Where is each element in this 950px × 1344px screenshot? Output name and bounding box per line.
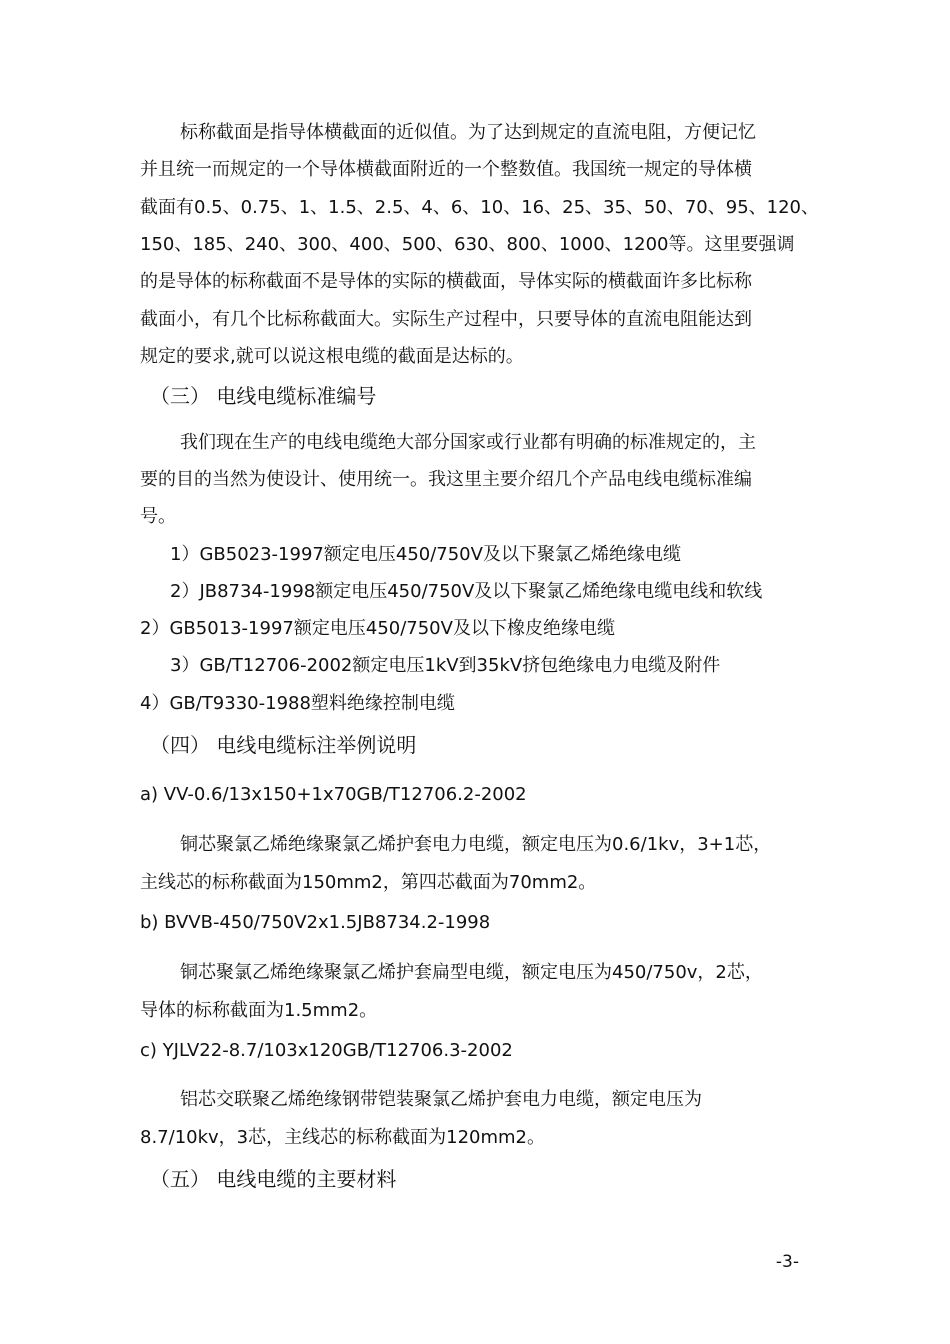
p1-line-1: 标称截面是指导体横截面的近似值。为了达到规定的直流电阻，方便记忆 — [180, 122, 756, 143]
example-c-code: c) YJLV22-8.7/103x120GB/T12706.3-2002 — [140, 1040, 513, 1061]
standard-item: 1）GB5023-1997额定电压450/750V及以下聚氯乙烯绝缘电缆 — [170, 544, 681, 565]
p1-line-4: 150、185、240、300、400、500、630、800、1000、1200等。这里要强调 — [140, 234, 795, 255]
p1-line-2: 并且统一而规定的一个导体横截面附近的一个整数值。我国统一规定的导体横 — [140, 159, 752, 180]
example-b-desc-1: 铜芯聚氯乙烯绝缘聚氯乙烯护套扁型电缆，额定电压为450/750v，2芯， — [180, 962, 763, 983]
example-c-desc-1: 铝芯交联聚乙烯绝缘钢带铠装聚氯乙烯护套电力电缆，额定电压为 — [180, 1089, 702, 1110]
example-b-desc-2: 导体的标称截面为1.5mm2。 — [140, 1000, 378, 1021]
example-a-desc-1: 铜芯聚氯乙烯绝缘聚氯乙烯护套电力电缆，额定电压为0.6/1kv，3+1芯， — [180, 834, 772, 855]
p1-line-5: 的是导体的标称截面不是导体的实际的横截面，导体实际的横截面许多比标称 — [140, 271, 752, 292]
standard-item: 3）GB/T12706-2002额定电压1kV到35kV挤包绝缘电力电缆及附件 — [170, 655, 721, 676]
p2-line-2: 要的目的当然为使设计、使用统一。我这里主要介绍几个产品电线电缆标准编 — [140, 469, 752, 490]
p2-line-1: 我们现在生产的电线电缆绝大部分国家或行业都有明确的标准规定的，主 — [180, 432, 756, 453]
example-a-desc-2: 主线芯的标称截面为150mm2，第四芯截面为70mm2。 — [140, 872, 597, 893]
example-b-code: b) BVVB-450/750V2x1.5JB8734.2-1998 — [140, 912, 491, 933]
section-heading-5: （五） 电线电缆的主要材料 — [150, 1167, 397, 1191]
p1-line-3: 截面有0.5、0.75、1、1.5、2.5、4、6、10、16、25、35、50、70、95、120、 — [140, 197, 819, 218]
p1-line-6: 截面小，有几个比标称截面大。实际生产过程中，只要导体的直流电阻能达到 — [140, 309, 752, 330]
section-heading-3: （三） 电线电缆标准编号 — [150, 384, 377, 408]
p1-line-7: 规定的要求,就可以说这根电缆的截面是达标的。 — [140, 346, 524, 367]
example-c-desc-2: 8.7/10kv，3芯，主线芯的标称截面为120mm2。 — [140, 1127, 545, 1148]
standard-item: 2）GB5013-1997额定电压450/750V及以下橡皮绝缘电缆 — [140, 618, 615, 639]
standard-item: 2）JB8734-1998额定电压450/750V及以下聚氯乙烯绝缘电缆电线和软线 — [170, 581, 763, 602]
example-a-code: a) VV-0.6/13x150+1x70GB/T12706.2-2002 — [140, 784, 527, 805]
page-number: -3- — [775, 1252, 799, 1272]
standard-item: 4）GB/T9330-1988塑料绝缘控制电缆 — [140, 693, 455, 714]
p2-line-3: 号。 — [140, 506, 176, 527]
section-heading-4: （四） 电线电缆标注举例说明 — [150, 733, 417, 757]
